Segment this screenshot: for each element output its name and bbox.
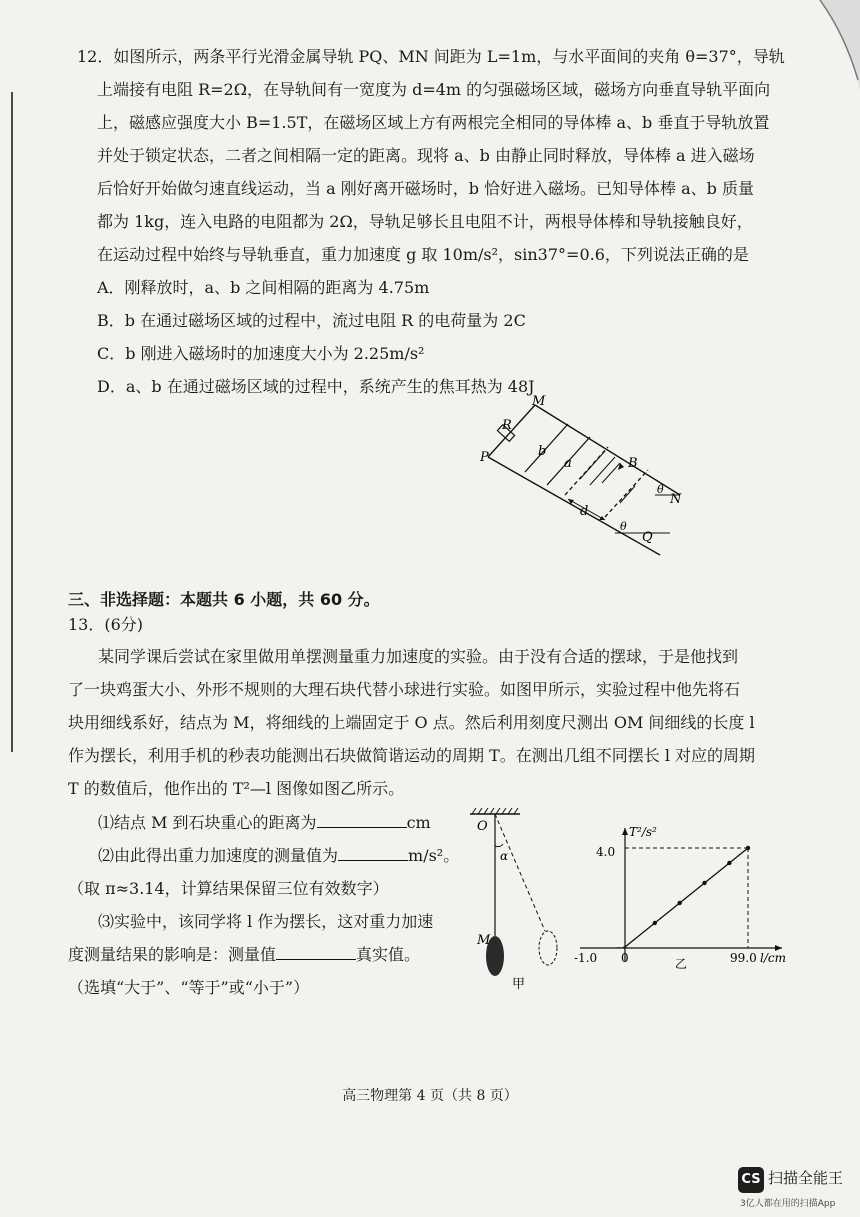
label-R: R [502,418,512,433]
q13-sub1-unit: cm [406,813,431,832]
q13-sub3-line2 [68,942,420,965]
page-curl [790,0,860,90]
q13-line: 作为摆长，利用手机的秒表功能测出石块做简谐运动的周期 T。在测出几组不同摆长 l 对应的周期 [68,746,756,765]
x-zero-label: 0 [621,951,629,965]
q12-option-a: A．刚释放时，a、b 之间相隔的距离为 4.75m [97,278,430,297]
rail-diagram [480,395,680,565]
caption-jia: 甲 [512,977,526,992]
q13-sub1-text: ⑴结点 M 到石块重心的距离为 [98,813,317,832]
section-heading: 三、非选择题：本题共 6 小题，共 60 分。 [68,590,380,609]
q13-header: 13．(6分) [68,615,144,634]
q12-option-c: C．b 刚进入磁场时的加速度大小为 2.25m/s² [97,344,425,363]
label-theta-bottom: θ [620,520,627,533]
label-b: b [538,444,547,459]
q12-option-d: D．a、b 在通过磁场区域的过程中，系统产生的焦耳热为 48J [97,377,535,396]
label-theta-top: θ [657,483,664,496]
x-tick-label: 99.0 [730,951,757,965]
y-axis-label: T²/s² [629,825,657,839]
q12-line: 上端接有电阻 R=2Ω，在导轨间有一宽度为 d=4m 的匀强磁场区域，磁场方向垂直导轨平面向 [97,80,771,99]
label-a: a [564,456,572,471]
t2-l-graph [570,820,790,970]
answer-blank-3[interactable] [276,945,356,960]
q13-line: 块用细线系好，结点为 M，将细线的上端固定于 O 点。然后利用刻度尺测出 OM 间细线的长度 l [68,713,755,732]
q12-line: 12．如图所示，两条平行光滑金属导轨 PQ、MN 间距为 L=1m，与水平面间的夹角 θ=37°，导轨 [77,47,785,66]
label-B: B [628,456,638,471]
label-Q: Q [642,530,653,545]
label-P: P [480,450,489,465]
q13-line: T 的数值后，他作出的 T²—l 图像如图乙所示。 [68,779,405,798]
q12-option-b: B．b 在通过磁场区域的过程中，流过电阻 R 的电荷量为 2C [97,311,526,330]
q13-sub1 [98,810,431,833]
q13-sub3-post: 真实值。 [356,945,421,964]
data-point [746,846,750,850]
q13-sub3-text: 度测量结果的影响是：测量值 [68,945,277,964]
q13-line: 某同学课后尝试在家里做用单摆测量重力加速度的实验。由于没有合适的摆球，于是他找到 [98,647,739,666]
page-footer: 高三物理第 4 页（共 8 页） [342,1088,518,1104]
q12-line: 在运动过程中始终与导轨垂直，重力加速度 g 取 10m/s²，sin37°=0.6，下列说法正确的是 [97,245,749,264]
camscanner-slogan: 3亿人都在用的扫描App [740,1199,836,1209]
margin-line [11,92,13,752]
camscanner-logo: CS [738,1167,764,1193]
q12-line: 并处于锁定状态，二者之间相隔一定的距离。现将 a、b 由静止同时释放，导体棒 a 进入磁场 [97,146,755,165]
x-axis-label: l/cm [760,951,786,965]
label-N: N [670,492,682,507]
question-13 [68,640,788,805]
question-12 [77,46,785,409]
caption-yi: 乙 [675,957,688,971]
q13-sub3-line3: （选填“大于”、“等于”或“小于”） [68,978,310,997]
q12-line: 上，磁感应强度大小 B=1.5T，在磁场区域上方有两根完全相同的导体棒 a、b 垂直于导轨放置 [97,113,770,132]
q13-sub2 [98,843,459,866]
y-tick-label: 4.0 [596,845,616,859]
label-M: M [532,394,546,409]
answer-blank-2[interactable] [338,846,408,861]
data-point [653,921,657,925]
q13-sub2-unit: m/s²。 [408,846,460,865]
q13-line: 了一块鸡蛋大小、外形不规则的大理石块代替小球进行实验。如图甲所示，实验过程中他先将石 [68,680,741,699]
pendulum-figure [460,806,570,1006]
label-alpha: α [500,849,509,863]
label-O: O [477,819,488,834]
q13-sub2-text: ⑵由此得出重力加速度的测量值为 [98,846,339,865]
data-point [677,901,681,905]
q12-line: 后恰好开始做匀速直线运动，当 a 刚好离开磁场时，b 恰好进入磁场。已知导体棒 a、b 质量 [97,179,754,198]
x-neg-label: -1.0 [574,951,598,965]
q12-line: 都为 1kg，连入电路的电阻都为 2Ω，导轨足够长且电阻不计，两根导体棒和导轨接触良好， [97,212,753,231]
label-knot-M: M [477,933,491,948]
answer-blank-1[interactable] [317,813,407,828]
q13-sub3-line1: ⑶实验中，该同学将 l 作为摆长，这对重力加速 [98,912,434,931]
camscanner-name: 扫描全能王 [768,1169,844,1187]
label-d: d [580,504,589,519]
data-point [727,861,731,865]
q13-note: （取 π≈3.14，计算结果保留三位有效数字） [68,879,389,898]
data-point [702,881,706,885]
